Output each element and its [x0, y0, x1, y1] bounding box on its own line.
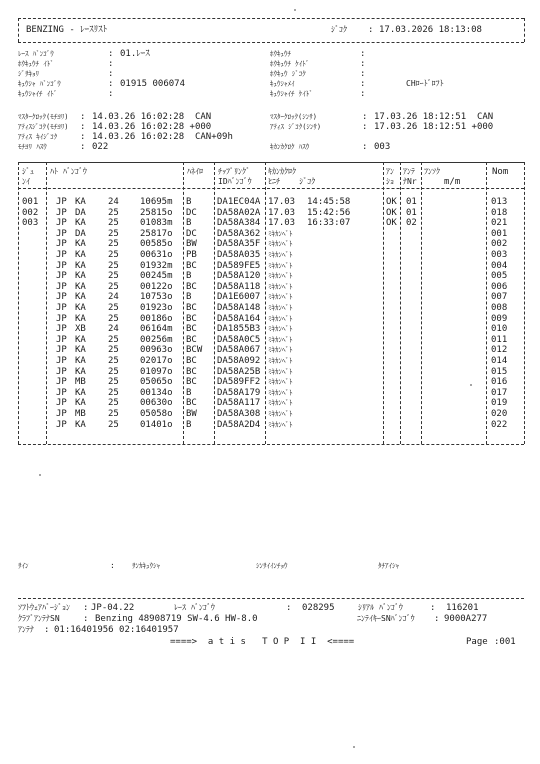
- cell-color: BC: [186, 313, 197, 324]
- cell-ring: 10753o: [140, 292, 173, 303]
- info-colon: :: [108, 79, 114, 89]
- cell-ring: 25817o: [140, 228, 173, 239]
- header-bottom-rule: [18, 42, 524, 43]
- cell-status: ﾐｷｶﾝﾍﾞﾄ: [268, 399, 293, 408]
- clock-label: ﾏｽﾀｰｸﾛｯｸ(ﾓﾁﾖﾘ): [18, 113, 69, 121]
- cell-country: JP: [56, 228, 67, 239]
- cell-color: B: [186, 197, 192, 207]
- cell-ring: 06164m: [140, 324, 173, 335]
- race-number-colon: :: [286, 603, 292, 613]
- cell-nom: 017: [491, 387, 508, 398]
- cell-country: JP: [56, 260, 67, 271]
- date-colon: :: [368, 25, 374, 35]
- table-column-divider: [524, 162, 525, 444]
- clock-label-right: ｷｶﾝｶｸﾛｸ ﾊｽｳ: [270, 143, 310, 151]
- cell-chip: DA58A148: [217, 303, 261, 313]
- scan-speck: [470, 384, 472, 386]
- cell-club: KA: [75, 345, 86, 356]
- footer-top-rule: [18, 598, 524, 599]
- cell-nom: 001: [491, 228, 508, 239]
- cell-country: JP: [56, 366, 67, 377]
- cell-status: ﾐｷｶﾝﾍﾞﾄ: [268, 357, 293, 365]
- inspector-label: ｼﾝｻｲｲﾝﾁｮｳ: [256, 562, 288, 570]
- cell-year: 25: [108, 271, 119, 282]
- cell-nom: 018: [491, 207, 508, 218]
- serial-value: 116201: [446, 603, 479, 613]
- col-ring-header: ﾊﾄ ﾊﾞﾝｺﾞｳ: [50, 167, 87, 176]
- col-antenna-header-a: ｱﾝﾃ: [403, 167, 415, 176]
- info-label: ﾎｳｷｭｳﾁ ｲﾄﾞ: [18, 60, 54, 68]
- cell-year: 25: [108, 239, 119, 250]
- cell-year: 24: [108, 292, 119, 303]
- cell-ring: 05065o: [140, 377, 173, 388]
- cell-year: 25: [108, 313, 119, 324]
- cell-color: BCW: [186, 345, 203, 356]
- cell-nom: 003: [491, 250, 508, 260]
- cell-club: XB: [75, 324, 86, 335]
- cell-nom: 005: [491, 271, 508, 282]
- cell-country: JP: [56, 419, 67, 430]
- cell-chip: DA589FE5: [217, 260, 261, 271]
- cell-ring: 00122o: [140, 281, 173, 292]
- cell-time: 15:42:56: [307, 207, 351, 218]
- cell-country: JP: [56, 334, 67, 345]
- cell-nom: 004: [491, 260, 508, 271]
- cell-year: 25: [108, 228, 119, 239]
- cell-club: KA: [75, 303, 86, 313]
- col-speed-header-b: m/m: [444, 177, 461, 187]
- cell-status: ﾐｷｶﾝﾍﾞﾄ: [268, 314, 293, 323]
- cell-color: BW: [186, 239, 197, 250]
- header-right-edge: [524, 18, 525, 42]
- clock-label: ｱﾃｨｽ ｷｲｼﾞｺｸ: [18, 133, 58, 141]
- info-colon: :: [108, 69, 114, 79]
- info-colon: :: [360, 59, 366, 69]
- cell-nom: 006: [491, 281, 508, 292]
- cell-nom: 002: [491, 239, 508, 250]
- col-chip-header-a: ﾁｯﾌﾟﾘﾝｸﾞ: [218, 167, 250, 176]
- cell-status: ﾐｷｶﾝﾍﾞﾄ: [268, 378, 293, 387]
- cell-year: 25: [108, 366, 119, 377]
- info-label: ｼﾞｻｷｮﾘ: [18, 70, 39, 78]
- table-column-divider: [486, 162, 487, 444]
- cell-country: JP: [56, 387, 67, 398]
- cell-chip: DA58A118: [217, 281, 261, 292]
- col-rank-header-b: ﾝｲ: [22, 177, 30, 186]
- cell-club: DA: [75, 228, 86, 239]
- cell-year: 25: [108, 409, 119, 419]
- cell-club: KA: [75, 356, 86, 366]
- cell-nom: 022: [491, 419, 508, 430]
- col-color-header: ﾊﾈｲﾛ: [187, 167, 203, 176]
- cell-chip: DA1EC04A: [217, 197, 261, 207]
- cell-color: DC: [186, 228, 197, 239]
- cell-ring: 02017o: [140, 356, 173, 366]
- clock-colon: :: [80, 112, 86, 122]
- cell-color: BC: [186, 366, 197, 377]
- table-column-divider: [214, 162, 215, 444]
- cell-nom: 019: [491, 398, 508, 409]
- info-colon: :: [360, 89, 366, 99]
- cell-chip: DA589FF2: [217, 377, 261, 388]
- info-label: ｷｭｳｼｬ ﾊﾞﾝｺﾞｳ: [18, 80, 61, 88]
- clock-value-right: 17.03.26 18:12:51 +000: [374, 122, 494, 132]
- clock-colon-right: :: [362, 142, 368, 152]
- table-bottom-rule: [18, 444, 524, 445]
- info-colon: :: [108, 59, 114, 69]
- col-nom-header: Nom: [492, 167, 509, 177]
- date-label: ｼﾞｺｸ: [331, 25, 347, 34]
- cell-nom: 007: [491, 292, 508, 303]
- clock-label: ｱﾃｨｽｼﾞｺｸ(ﾓﾁﾖﾘ): [18, 123, 69, 131]
- cell-year: 25: [108, 356, 119, 366]
- software-version-label: ｿﾌﾄｳｪｱﾊﾞｰｼﾞｮﾝ: [18, 603, 70, 612]
- info-colon: :: [108, 89, 114, 99]
- antenna-value: 01:16401956 02:16401957: [54, 625, 179, 635]
- scan-speck: [39, 474, 41, 476]
- col-rank-header-a: ｼﾞｭ: [22, 167, 34, 176]
- table-column-divider: [46, 162, 47, 444]
- table-top-rule: [18, 162, 524, 163]
- info-value: 01915 006074: [120, 79, 186, 89]
- cell-ring: 00245m: [140, 271, 173, 282]
- cell-ring: 01932m: [140, 260, 173, 271]
- cell-color: BC: [186, 324, 197, 335]
- cell-status: ﾐｷｶﾝﾍﾞﾄ: [268, 251, 293, 259]
- software-version-value: JP-04.22: [91, 603, 135, 613]
- race-number-value: 028295: [302, 603, 335, 613]
- software-version-colon: :: [83, 603, 89, 613]
- cell-ring: 00963o: [140, 345, 173, 356]
- witness-label: ﾀﾁｱｲｼｬ: [378, 562, 399, 570]
- cell-status: ﾐｷｶﾝﾍﾞﾄ: [268, 261, 293, 270]
- serial-colon: :: [430, 603, 436, 613]
- cell-year: 25: [108, 281, 119, 292]
- cell-ring: 05058o: [140, 409, 173, 419]
- cell-year: 25: [108, 207, 119, 218]
- cell-nom: 020: [491, 409, 508, 419]
- eltk-serial-colon: :: [434, 614, 440, 624]
- cell-time: 14:45:58: [307, 197, 351, 207]
- brand-line: ====> a t i s T O P I I <====: [170, 637, 355, 647]
- col-chip-header-b: IDﾊﾞﾝｺﾞｳ: [218, 177, 252, 186]
- page-label: Page: [466, 637, 488, 647]
- cell-club: MB: [75, 409, 86, 419]
- cell-date: 17.03: [268, 218, 296, 229]
- cell-color: B: [186, 387, 192, 398]
- cell-antenna: 02: [406, 218, 417, 229]
- cell-year: 25: [108, 260, 119, 271]
- info-colon: :: [108, 49, 114, 59]
- clock-colon: :: [80, 122, 86, 132]
- cell-country: JP: [56, 271, 67, 282]
- antenna-colon: :: [44, 625, 50, 635]
- cell-ring: 00256m: [140, 334, 173, 345]
- cell-chip: DA58A164: [217, 313, 261, 324]
- cell-year: 25: [108, 377, 119, 388]
- scan-speck: [353, 746, 355, 748]
- cell-country: JP: [56, 356, 67, 366]
- cell-club: KA: [75, 197, 86, 207]
- cell-nom: 016: [491, 377, 508, 388]
- antenna-label: ｱﾝﾃﾅ: [18, 625, 34, 634]
- info-value: 01.ﾚｰｽ: [120, 49, 150, 59]
- cell-club: KA: [75, 260, 86, 271]
- cell-nom: 013: [491, 197, 508, 207]
- cell-color: B: [186, 292, 192, 303]
- info-label: ｷｭｳｼｬｲﾁ ｲﾄﾞ: [18, 90, 58, 98]
- info-value: CHﾛｰﾄﾞﾛﾌﾄ: [406, 79, 444, 88]
- cell-status: ﾐｷｶﾝﾍﾞﾄ: [268, 282, 293, 291]
- cell-country: JP: [56, 345, 67, 356]
- table-column-divider: [421, 162, 422, 444]
- cell-status: ﾐｷｶﾝﾍﾞﾄ: [268, 293, 293, 302]
- cell-year: 25: [108, 303, 119, 313]
- cell-country: JP: [56, 197, 67, 207]
- cell-status: ﾐｷｶﾝﾍﾞﾄ: [268, 229, 293, 238]
- cell-year: 25: [108, 250, 119, 260]
- cell-year: 25: [108, 218, 119, 229]
- table-column-divider: [400, 162, 401, 444]
- cell-year: 25: [108, 419, 119, 430]
- cell-color: BC: [186, 356, 197, 366]
- cell-ring: 01923o: [140, 303, 173, 313]
- cell-status: ﾐｷｶﾝﾍﾞﾄ: [268, 346, 293, 355]
- header-top-rule: [18, 18, 524, 19]
- clock-colon-right: :: [362, 112, 368, 122]
- cell-status: ﾐｷｶﾝﾍﾞﾄ: [268, 304, 293, 312]
- cell-year: 25: [108, 398, 119, 409]
- cell-date: 17.03: [268, 207, 296, 218]
- cell-rank: 003: [22, 218, 39, 229]
- cell-status: ﾐｷｶﾝﾍﾞﾄ: [268, 388, 293, 397]
- cell-country: JP: [56, 281, 67, 292]
- cell-club: KA: [75, 239, 86, 250]
- cell-color: BC: [186, 281, 197, 292]
- cell-club: KA: [75, 218, 86, 229]
- cell-nom: 008: [491, 303, 508, 313]
- cell-date: 17.03: [268, 197, 296, 207]
- cell-nom: 015: [491, 366, 508, 377]
- club-antenna-value: Benzing 48908719 SW-4.6 HW-8.0: [95, 614, 258, 624]
- cell-year: 25: [108, 334, 119, 345]
- cell-country: JP: [56, 218, 67, 229]
- clock-label-right: ﾏｽﾀｰｸﾛｯｸ(ｼﾝｻ): [270, 113, 317, 121]
- cell-nom: 021: [491, 218, 508, 229]
- cell-ok: OK: [386, 207, 397, 218]
- cell-club: KA: [75, 387, 86, 398]
- cell-club: KA: [75, 292, 86, 303]
- cell-nom: 010: [491, 324, 508, 335]
- cell-color: B: [186, 218, 192, 229]
- info-colon: :: [360, 69, 366, 79]
- cell-chip: DA1E6007: [217, 292, 261, 303]
- cell-nom: 012: [491, 345, 508, 356]
- cell-chip: DA58A067: [217, 345, 261, 356]
- cell-color: DC: [186, 207, 197, 218]
- cell-color: B: [186, 271, 192, 282]
- clock-colon-right: :: [362, 122, 368, 132]
- cell-country: JP: [56, 303, 67, 313]
- cell-country: JP: [56, 313, 67, 324]
- cell-country: JP: [56, 250, 67, 260]
- cell-club: KA: [75, 250, 86, 260]
- table-header-rule: [18, 188, 524, 189]
- cell-club: KA: [75, 398, 86, 409]
- clock-value: 14.03.26 16:02:28 +000: [92, 122, 212, 132]
- cell-chip: DA58A179: [217, 387, 261, 398]
- cell-ring: 10695m: [140, 197, 173, 207]
- scan-speck: [294, 9, 296, 11]
- col-antenna-header-b: ﾅNr: [403, 177, 417, 186]
- cell-antenna: 01: [406, 207, 417, 218]
- cell-status: ﾐｷｶﾝﾍﾞﾄ: [268, 325, 293, 334]
- cell-nom: 014: [491, 356, 508, 366]
- cell-nom: 011: [491, 334, 508, 345]
- cell-color: BC: [186, 398, 197, 409]
- table-column-divider: [383, 162, 384, 444]
- table-column-divider: [265, 162, 266, 444]
- cell-ok: OK: [386, 218, 397, 229]
- cell-club: KA: [75, 419, 86, 430]
- cell-antenna: 01: [406, 197, 417, 207]
- cell-chip: DA1855B3: [217, 324, 261, 335]
- cell-ok: OK: [386, 197, 397, 207]
- cell-color: BW: [186, 409, 197, 419]
- col-secure-header-b: ｼｮ: [386, 177, 394, 186]
- race-number-label: ﾚｰｽ ﾊﾞﾝｺﾞｳ: [174, 603, 215, 612]
- cell-color: BC: [186, 303, 197, 313]
- cell-ring: 00585o: [140, 239, 173, 250]
- cell-country: JP: [56, 324, 67, 335]
- cell-ring: 01401o: [140, 419, 173, 430]
- cell-status: ﾐｷｶﾝﾍﾞﾄ: [268, 240, 293, 249]
- cell-ring: 01097o: [140, 366, 173, 377]
- document-title: BENZING - ﾚｰｽﾘｽﾄ: [26, 25, 108, 35]
- cell-chip: DA58A384: [217, 218, 261, 229]
- info-label: ﾎｳｷｭｳﾁ: [270, 50, 291, 58]
- cell-country: JP: [56, 239, 67, 250]
- cell-chip: DA58A0C5: [217, 334, 261, 345]
- cell-ring: 00134o: [140, 387, 173, 398]
- cell-chip: DA58A35F: [217, 239, 261, 250]
- cell-club: KA: [75, 366, 86, 377]
- cell-chip: DA58A02A: [217, 207, 261, 218]
- eltk-serial-value: 9000A277: [444, 614, 488, 624]
- cell-year: 25: [108, 387, 119, 398]
- info-label: ﾎｳｷｭｳ ｼﾞｺｸ: [270, 70, 306, 78]
- cell-country: JP: [56, 377, 67, 388]
- col-arrival-header-b: ﾋﾆﾁ ｼﾞｺｸ: [268, 177, 316, 186]
- clock-value: 14.03.26 16:02:28 CAN+09h: [92, 132, 233, 142]
- cell-status: ﾐｷｶﾝﾍﾞﾄ: [268, 420, 293, 429]
- cell-ring: 25815o: [140, 207, 173, 218]
- cell-chip: DA58A120: [217, 271, 261, 282]
- sign-label: ｻｲﾝ: [18, 562, 29, 570]
- club-antenna-colon: :: [83, 614, 89, 624]
- cell-nom: 009: [491, 313, 508, 324]
- cell-status: ﾐｷｶﾝﾍﾞﾄ: [268, 410, 293, 418]
- club-antenna-label: ｸﾗﾌﾞｱﾝﾃﾅSN: [18, 614, 60, 623]
- clock-label: ﾓﾁﾖﾘ ﾊｽｳ: [18, 143, 47, 151]
- cell-year: 24: [108, 324, 119, 335]
- cell-club: DA: [75, 207, 86, 218]
- cell-club: KA: [75, 281, 86, 292]
- cell-rank: 001: [22, 197, 39, 207]
- cell-year: 24: [108, 197, 119, 207]
- info-colon: :: [360, 49, 366, 59]
- col-speed-header-a: ﾌﾝｿｸ: [424, 167, 440, 176]
- participant-label: ｻﾝｶｷｭｳｼｬ: [132, 562, 160, 570]
- cell-country: JP: [56, 398, 67, 409]
- cell-chip: DA58A25B: [217, 366, 261, 377]
- eltk-serial-label: ﾆﾝﾃｲｷｰSNﾊﾞﾝｺﾞｳ: [357, 614, 415, 623]
- clock-colon: :: [80, 132, 86, 142]
- cell-chip: DA58A035: [217, 250, 261, 260]
- cell-time: 16:33:07: [307, 218, 351, 229]
- col-arrival-header-a: ｷｶﾝｶｸﾛｸ: [268, 167, 296, 176]
- cell-status: ﾐｷｶﾝﾍﾞﾄ: [268, 272, 293, 281]
- cell-rank: 002: [22, 207, 39, 218]
- page-value: :001: [494, 637, 516, 647]
- header-left-edge: [18, 18, 19, 42]
- info-label: ｷｭｳｼｬﾒｲ: [270, 80, 295, 88]
- info-label: ﾚｰｽ ﾊﾞﾝｺﾞｳ: [18, 50, 54, 58]
- cell-club: KA: [75, 271, 86, 282]
- cell-chip: DA58A362: [217, 228, 261, 239]
- print-datetime: 17.03.2026 18:13:08: [379, 25, 482, 35]
- cell-status: ﾐｷｶﾝﾍﾞﾄ: [268, 367, 293, 376]
- cell-country: JP: [56, 292, 67, 303]
- clock-label-right: ｱﾃｨｽ ｼﾞｺｸ(ｼﾝｻ): [270, 123, 322, 131]
- serial-label: ｼﾘｱﾙ ﾊﾞﾝｺﾞｳ: [358, 603, 403, 612]
- cell-chip: DA58A092: [217, 356, 261, 366]
- table-column-divider: [183, 162, 184, 444]
- cell-ring: 00631o: [140, 250, 173, 260]
- info-label: ｷｭｳｼｬｲﾁ ｹｲﾄﾞ: [270, 90, 313, 98]
- cell-chip: DA58A308: [217, 409, 261, 419]
- table-column-divider: [18, 162, 19, 444]
- cell-ring: 01083m: [140, 218, 173, 229]
- cell-country: JP: [56, 207, 67, 218]
- cell-color: B: [186, 419, 192, 430]
- info-colon: :: [360, 79, 366, 89]
- sign-colon: :: [110, 561, 115, 570]
- cell-ring: 00630o: [140, 398, 173, 409]
- cell-club: KA: [75, 334, 86, 345]
- cell-club: KA: [75, 313, 86, 324]
- cell-year: 25: [108, 345, 119, 356]
- clock-value: 14.03.26 16:02:28 CAN: [92, 112, 212, 122]
- clock-colon: :: [80, 142, 86, 152]
- cell-color: PB: [186, 250, 197, 260]
- cell-color: BC: [186, 334, 197, 345]
- clock-value: 022: [92, 142, 109, 152]
- cell-country: JP: [56, 409, 67, 419]
- cell-ring: 00186o: [140, 313, 173, 324]
- cell-color: BC: [186, 377, 197, 388]
- cell-color: BC: [186, 260, 197, 271]
- col-secure-header-a: ｱﾝ: [386, 167, 394, 176]
- clock-value-right: 17.03.26 18:12:51 CAN: [374, 112, 494, 122]
- info-label: ﾎｳｷｭｳﾁ ｹｲﾄﾞ: [270, 60, 310, 68]
- cell-chip: DA58A2D4: [217, 419, 261, 430]
- cell-chip: DA58A117: [217, 398, 261, 409]
- cell-club: MB: [75, 377, 86, 388]
- clock-value-right: 003: [374, 142, 391, 152]
- cell-status: ﾐｷｶﾝﾍﾞﾄ: [268, 335, 293, 344]
